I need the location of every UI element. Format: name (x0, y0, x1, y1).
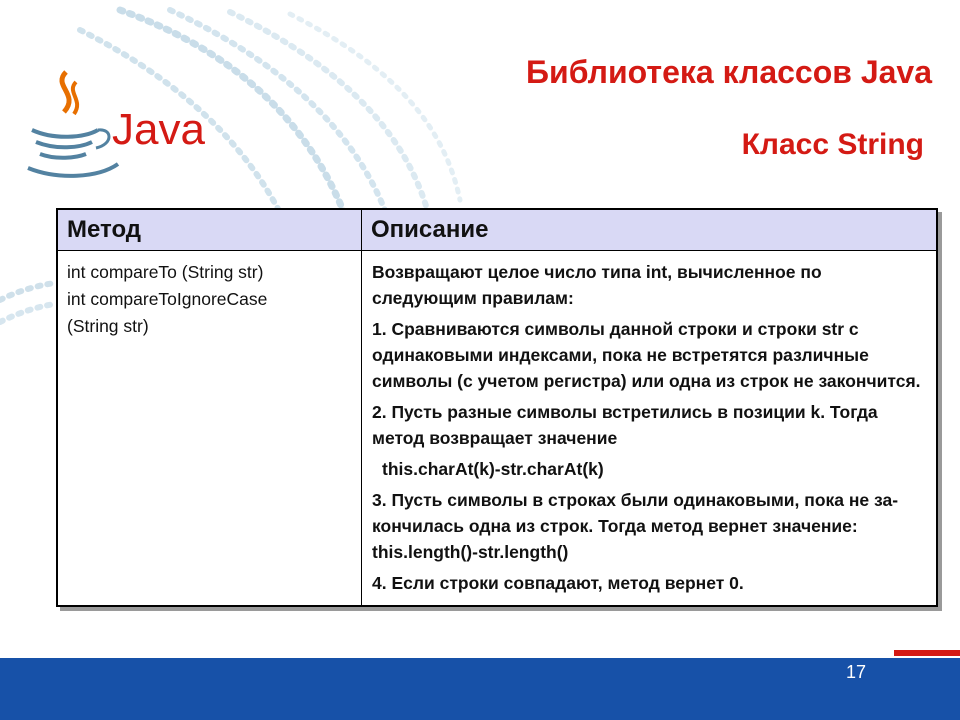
footer-red-accent (894, 650, 960, 656)
description-formula: this.charAt(k)-str.charAt(k) (382, 459, 604, 479)
method-line: int compareToIgnoreCase (67, 289, 268, 309)
method-cell (58, 251, 362, 606)
description-paragraph: 3. Пусть символы в строках были одинаковыми, пока не за-кончилась одна из строк. Тогда метод вернет значение: this.length()-str.length() (372, 490, 899, 562)
description-paragraph: Возвращают целое число типа int, вычисленное по следующим правилам: (372, 262, 822, 308)
description-paragraph: 1. Сравниваются символы данной строки и строки str с одинаковыми индексами, пока не встретятся различные символы (с учетом регистра) или одна из строк не закончится. (372, 319, 921, 391)
slide-title: Библиотека классов Java (526, 54, 932, 90)
table-header-row (58, 210, 936, 251)
header-description: Описание (362, 210, 937, 251)
page-number: 17 (846, 662, 867, 682)
java-logo (18, 68, 208, 186)
description-paragraph: 4. Если строки совпадают, метод вернет 0. (372, 573, 744, 593)
method-line: int compareTo (String str) (67, 262, 264, 282)
methods-table (56, 208, 938, 607)
method-line: (String str) (67, 316, 149, 336)
table-row (58, 251, 936, 606)
description-cell (362, 251, 937, 606)
description-paragraph: 2. Пусть разные символы встретились в позиции k. Тогда метод возвращает значение (372, 402, 878, 448)
java-logo-text: Java (112, 105, 205, 154)
slide-subtitle: Класс String (741, 128, 924, 161)
java-cup-icon (28, 72, 118, 176)
header-method: Метод (58, 210, 362, 251)
footer-bar (0, 658, 960, 720)
